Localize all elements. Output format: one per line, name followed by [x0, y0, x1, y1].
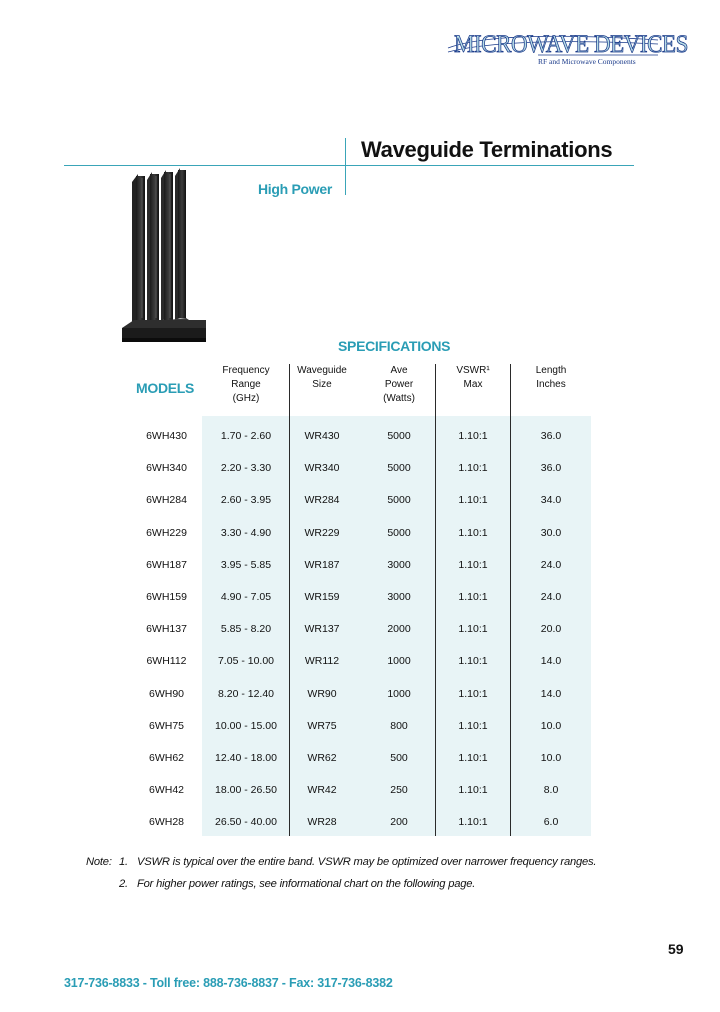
table-row [131, 484, 591, 516]
logo-wordmark: MICROWAVE DEVICES [454, 31, 688, 58]
cell-vswr: 1.10:1 [458, 526, 488, 539]
page-subtitle: High Power [258, 181, 333, 197]
cell-vswr: 1.10:1 [458, 623, 488, 636]
cell-frequency: 4.90 - 7.05 [220, 591, 272, 603]
cell-model: 6WH187 [146, 558, 187, 571]
cell-model: 6WH28 [148, 816, 184, 829]
cell-length: 36.0 [540, 462, 562, 475]
cell-waveguide: WR284 [304, 494, 340, 507]
cell-waveguide: WR28 [307, 816, 337, 829]
table-row [131, 774, 591, 806]
cell-power: 5000 [387, 430, 411, 442]
cell-length: 14.0 [540, 687, 562, 700]
cell-model: 6WH430 [146, 430, 187, 442]
table-row [131, 613, 591, 645]
cell-waveguide: WR340 [304, 462, 340, 475]
cell-frequency: 1.70 - 2.60 [220, 430, 272, 442]
note-number: 2. [119, 878, 128, 890]
cell-waveguide: WR62 [307, 752, 337, 764]
models-heading: MODELS [136, 380, 195, 396]
column-header-power: Ave Power (Watts) [383, 365, 415, 404]
cell-length: 30.0 [540, 526, 562, 539]
table-row [131, 645, 591, 677]
cell-vswr: 1.10:1 [458, 687, 488, 700]
cell-length: 20.0 [540, 623, 562, 636]
cell-power: 3000 [387, 558, 411, 571]
cell-length: 10.0 [540, 752, 562, 764]
cell-waveguide: WR137 [304, 623, 340, 636]
page-title: Waveguide Terminations [361, 137, 613, 162]
cell-model: 6WH229 [146, 526, 187, 539]
cell-frequency: 7.05 - 10.00 [217, 655, 275, 668]
contact-footer: 317-736-8833 - Toll free: 888-736-8837 - Fax: 317-736-8382 [64, 976, 393, 990]
table-row [131, 452, 591, 484]
cell-model: 6WH112 [146, 655, 187, 668]
cell-vswr: 1.10:1 [458, 558, 488, 571]
cell-vswr: 1.10:1 [458, 591, 488, 603]
cell-waveguide: WR90 [307, 687, 337, 700]
table-row [131, 742, 591, 774]
column-header-frequency: Frequency Range (GHz) [222, 365, 270, 404]
cell-waveguide: WR229 [304, 526, 340, 539]
cell-power: 250 [390, 784, 408, 797]
table-row [131, 549, 591, 581]
note-number: 1. [119, 856, 128, 868]
cell-length: 10.0 [540, 719, 562, 732]
cell-waveguide: WR112 [304, 655, 340, 668]
table-row [131, 420, 591, 452]
cell-power: 2000 [387, 623, 411, 636]
note-label: Note: [86, 856, 112, 868]
cell-frequency: 2.20 - 3.30 [220, 462, 272, 475]
column-header-waveguide: Waveguide Size [297, 365, 347, 390]
cell-waveguide: WR159 [304, 591, 340, 603]
table-row [131, 678, 591, 710]
cell-power: 800 [390, 719, 408, 732]
cell-length: 24.0 [540, 558, 562, 571]
cell-frequency: 12.40 - 18.00 [215, 752, 277, 764]
cell-length: 8.0 [543, 784, 559, 797]
table-row [131, 517, 591, 549]
cell-vswr: 1.10:1 [458, 655, 488, 668]
cell-frequency: 3.30 - 4.90 [220, 526, 272, 539]
page-number: 59 [668, 941, 684, 957]
cell-frequency: 5.85 - 8.20 [220, 623, 272, 636]
cell-power: 500 [390, 752, 408, 764]
cell-model: 6WH137 [146, 623, 187, 636]
cell-frequency: 10.00 - 15.00 [215, 719, 277, 732]
cell-model: 6WH90 [148, 687, 184, 700]
cell-frequency: 26.50 - 40.00 [215, 816, 277, 829]
cell-length: 14.0 [540, 655, 562, 668]
cell-model: 6WH340 [146, 462, 187, 475]
cell-power: 200 [390, 816, 408, 829]
cell-vswr: 1.10:1 [458, 752, 488, 764]
cell-vswr: 1.10:1 [458, 430, 488, 442]
cell-waveguide: WR42 [307, 784, 337, 797]
table-row [131, 581, 591, 613]
cell-waveguide: WR75 [307, 719, 337, 732]
cell-power: 1000 [387, 687, 411, 700]
note-text: VSWR is typical over the entire band. VSWR may be optimized over narrower frequency ranges. [137, 856, 597, 868]
cell-length: 36.0 [540, 430, 562, 442]
company-logo [446, 26, 688, 70]
cell-power: 5000 [387, 526, 411, 539]
cell-vswr: 1.10:1 [458, 494, 488, 507]
cell-vswr: 1.10:1 [458, 816, 488, 829]
cell-model: 6WH62 [148, 752, 184, 764]
cell-frequency: 2.60 - 3.95 [220, 494, 272, 507]
cell-model: 6WH284 [146, 494, 187, 507]
logo-tagline: RF and Microwave Components [538, 57, 636, 66]
cell-power: 5000 [387, 462, 411, 475]
cell-frequency: 18.00 - 26.50 [215, 784, 277, 797]
cell-power: 3000 [387, 591, 411, 603]
cell-frequency: 8.20 - 12.40 [217, 687, 275, 700]
cell-model: 6WH159 [146, 591, 187, 603]
cell-frequency: 3.95 - 5.85 [220, 558, 272, 571]
header-divider [345, 138, 346, 195]
cell-model: 6WH42 [148, 784, 184, 797]
table-row [131, 806, 591, 838]
table-row [131, 710, 591, 742]
note-text: For higher power ratings, see informational chart on the following page. [137, 878, 476, 890]
header-rule [64, 165, 634, 166]
column-header-length: Length Inches [535, 365, 567, 390]
cell-length: 6.0 [543, 816, 559, 829]
cell-length: 24.0 [540, 591, 562, 603]
specifications-heading: SPECIFICATIONS [338, 338, 451, 354]
cell-waveguide: WR187 [304, 558, 340, 571]
cell-model: 6WH75 [148, 719, 184, 732]
cell-power: 5000 [387, 494, 411, 507]
cell-vswr: 1.10:1 [458, 719, 488, 732]
cell-vswr: 1.10:1 [458, 462, 488, 475]
cell-waveguide: WR430 [304, 430, 340, 442]
product-photo [118, 168, 210, 348]
cell-vswr: 1.10:1 [458, 784, 488, 797]
cell-power: 1000 [387, 655, 411, 668]
column-header-vswr: VSWR¹ Max [456, 365, 490, 390]
cell-length: 34.0 [540, 494, 562, 507]
